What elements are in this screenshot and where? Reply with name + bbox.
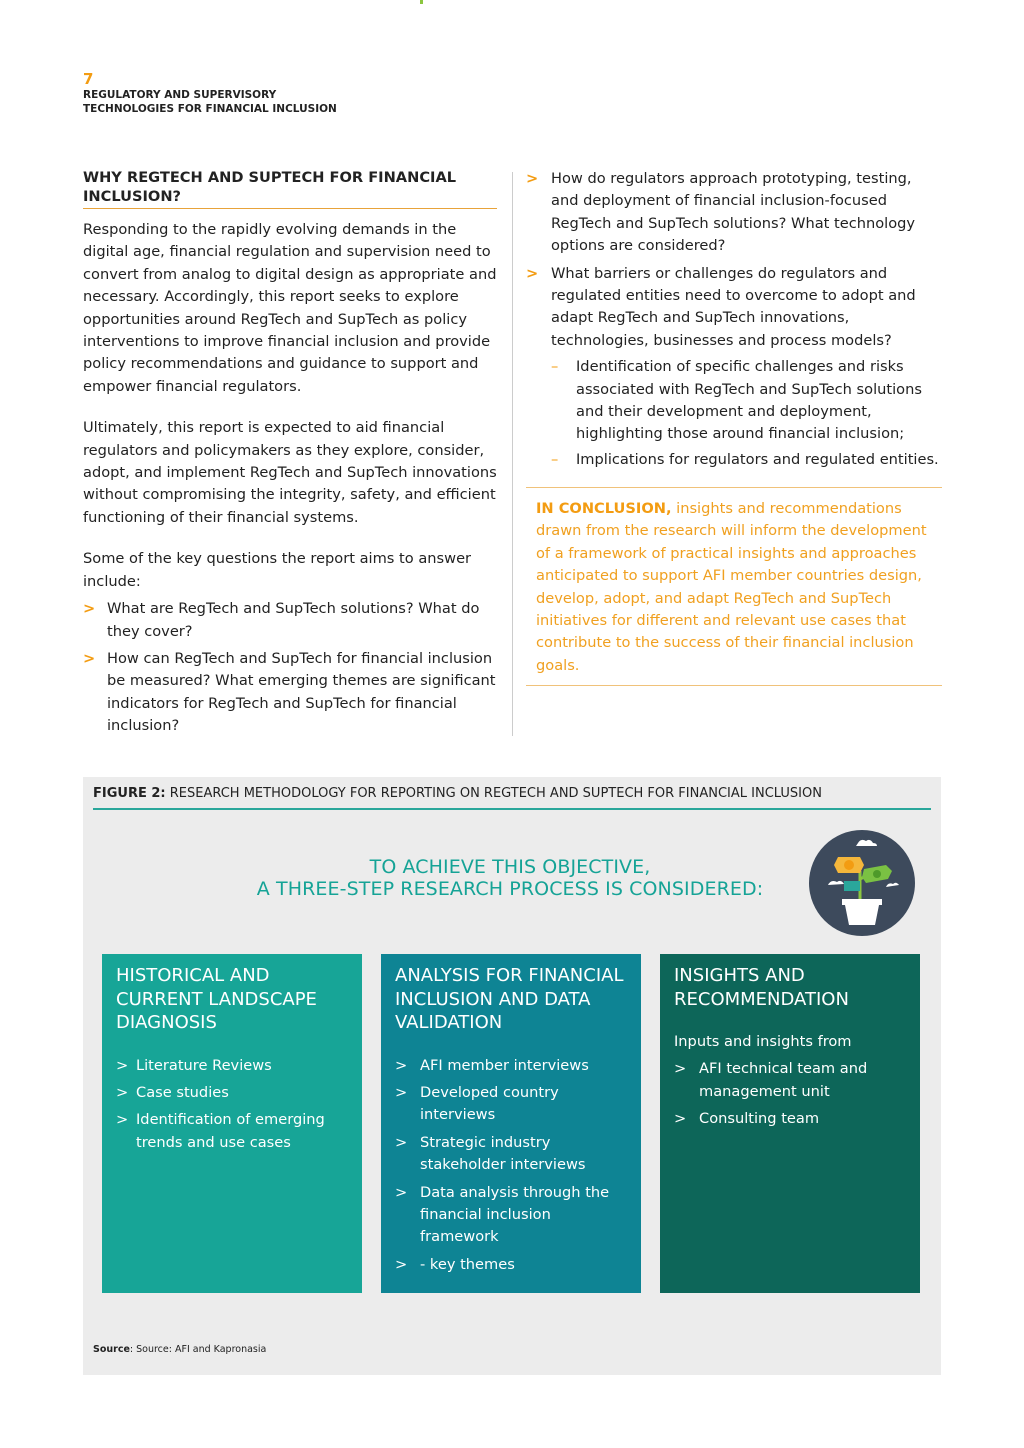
step-card-insights [660,954,920,1293]
dash-marker: – [551,358,559,376]
bullet-marker: > [526,170,539,187]
card-list-item-text: Strategic industry stakeholder interviews [420,1133,586,1174]
card-list-item-text: Case studies [136,1083,229,1101]
key-questions-list [83,598,497,737]
conclusion-text: insights and recommendations drawn from the research will inform the development of a framework of practical insights and approaches anticipated to support AFI member countries design, develop, adopt, and adapt RegTech and SupTech initiatives for different and relevant use cases that contribute to the success of their financial inclusion goals. [536,500,927,674]
list-item [526,168,942,258]
card-list-item [395,1182,627,1249]
list-item-text: What are RegTech and SupTech solutions? What do they cover? [107,600,480,640]
right-column [526,168,942,471]
card-list-item-text: AFI member interviews [420,1056,589,1074]
list-item [526,263,942,472]
column-divider [512,172,513,736]
card-list-item-text: AFI technical team and management unit [699,1060,868,1100]
bullet-marker: > [83,649,96,667]
sub-list [551,356,942,471]
card-bullet-marker: > [116,1111,129,1129]
card-list-item-text: Developed country interviews [420,1083,559,1124]
objective-line-2: A THREE-STEP RESEARCH PROCESS IS CONSIDERED: [256,878,764,900]
figure-source [93,1344,266,1355]
running-header-line1: REGULATORY AND SUPERVISORY [83,89,277,101]
bullet-marker: > [526,264,539,282]
card-bullet-marker: > [395,1056,408,1074]
conclusion-lead: IN CONCLUSION, [536,500,672,517]
questions-list-continued [526,168,942,471]
card-title: ANALYSIS FOR FINANCIAL INCLUSION AND DATA VALIDATION [395,965,624,1033]
card-list-item [674,1108,906,1130]
objective-heading [200,856,820,900]
card-list [395,1055,627,1277]
sub-list-item [551,449,942,471]
card-title: INSIGHTS AND RECOMMENDATION [674,965,849,1010]
dash-marker: – [551,450,559,468]
card-bullet-marker: > [116,1056,129,1074]
card-list-item [674,1058,906,1103]
conclusion-callout [526,487,942,686]
conclusion-paragraph [536,498,932,677]
card-list-item [395,1082,627,1127]
source-text: : Source: AFI and Kapronasia [129,1344,267,1355]
card-bullet-marker: > [395,1133,408,1151]
sub-list-item-text: Identification of specific challenges and risks associated with RegTech and SupTech solutions and their development and deployment, highlighting those around financial inclusion; [576,358,922,443]
left-column [83,168,497,738]
card-list-item-text: Identification of emerging trends and use cases [136,1111,325,1151]
card-title: HISTORICAL AND CURRENT LANDSCAPE DIAGNOSIS [116,965,317,1033]
top-decoration-dot [420,0,423,4]
card-list-item-text: Literature Reviews [136,1056,272,1074]
bullet-marker: > [83,600,96,618]
section-title: WHY REGTECH AND SUPTECH FOR FINANCIAL INCLUSION? [83,168,497,209]
plant-with-money-leaves-icon [808,829,918,937]
card-list-item-text: Data analysis through the financial inclusion framework [420,1183,610,1246]
running-header [83,88,337,116]
card-list-item-text: Consulting team [699,1110,820,1128]
card-list [116,1055,348,1155]
list-item-text: What barriers or challenges do regulators and regulated entities need to overcome to adopt and adapt RegTech and SupTech innovations, technologies, businesses and process models? [551,264,916,349]
objective-line-1: TO ACHIEVE THIS OBJECTIVE, [369,856,651,878]
card-bullet-marker: > [395,1255,408,1273]
figure-label: FIGURE 2: [93,786,166,801]
card-intro: Inputs and insights from [674,1033,852,1050]
card-list [674,1058,906,1130]
step-card-analysis [381,954,641,1293]
card-list-item [116,1082,348,1104]
paragraph-3: Some of the key questions the report aims to answer include: [83,550,472,590]
source-label: Source [93,1344,130,1355]
sub-list-item-text: Implications for regulators and regulated entities. [576,450,939,468]
paragraph-1: Responding to the rapidly evolving demands in the digital age, financial regulation and supervision need to convert from analog to digital design as appropriate and necessary. Accordingly, this report seeks to explore opportunities around RegTech and SupTech as policy interventions to improve financial inclusion and provide policy recommendations and guidance to support and empower financial regulators. [83,221,497,395]
list-item-text: How do regulators approach prototyping, testing, and deployment of financial inclusion-focused RegTech and SupTech solutions? What technology options are considered? [551,170,916,255]
card-bullet-marker: > [674,1110,687,1128]
page-number: 7 [83,70,94,88]
card-list-item [116,1109,348,1154]
card-bullet-marker: > [116,1083,129,1101]
list-item-text: How can RegTech and SupTech for financial inclusion be measured? What emerging themes are significant indicators for RegTech and SupTech for financial inclusion? [107,649,496,735]
card-bullet-marker: > [674,1060,687,1078]
sub-list-item [551,356,942,446]
card-list-item [116,1055,348,1077]
figure-title [93,786,931,810]
list-item [83,648,497,738]
card-list-item [395,1254,627,1276]
paragraph-2: Ultimately, this report is expected to aid financial regulators and policymakers as they explore, consider, adopt, and implement RegTech and SupTech innovations without compromising the integrity, safety, and efficient functioning of their financial systems. [83,419,497,526]
step-card-historical [102,954,362,1293]
card-bullet-marker: > [395,1183,408,1201]
card-bullet-marker: > [395,1083,408,1101]
figure-title-text: RESEARCH METHODOLOGY FOR REPORTING ON REGTECH AND SUPTECH FOR FINANCIAL INCLUSION [165,786,822,801]
card-list-item-text: - key themes [420,1255,515,1273]
card-list-item [395,1055,627,1077]
list-item [83,598,497,643]
card-list-item [395,1132,627,1177]
running-header-line2: TECHNOLOGIES FOR FINANCIAL INCLUSION [83,103,337,115]
